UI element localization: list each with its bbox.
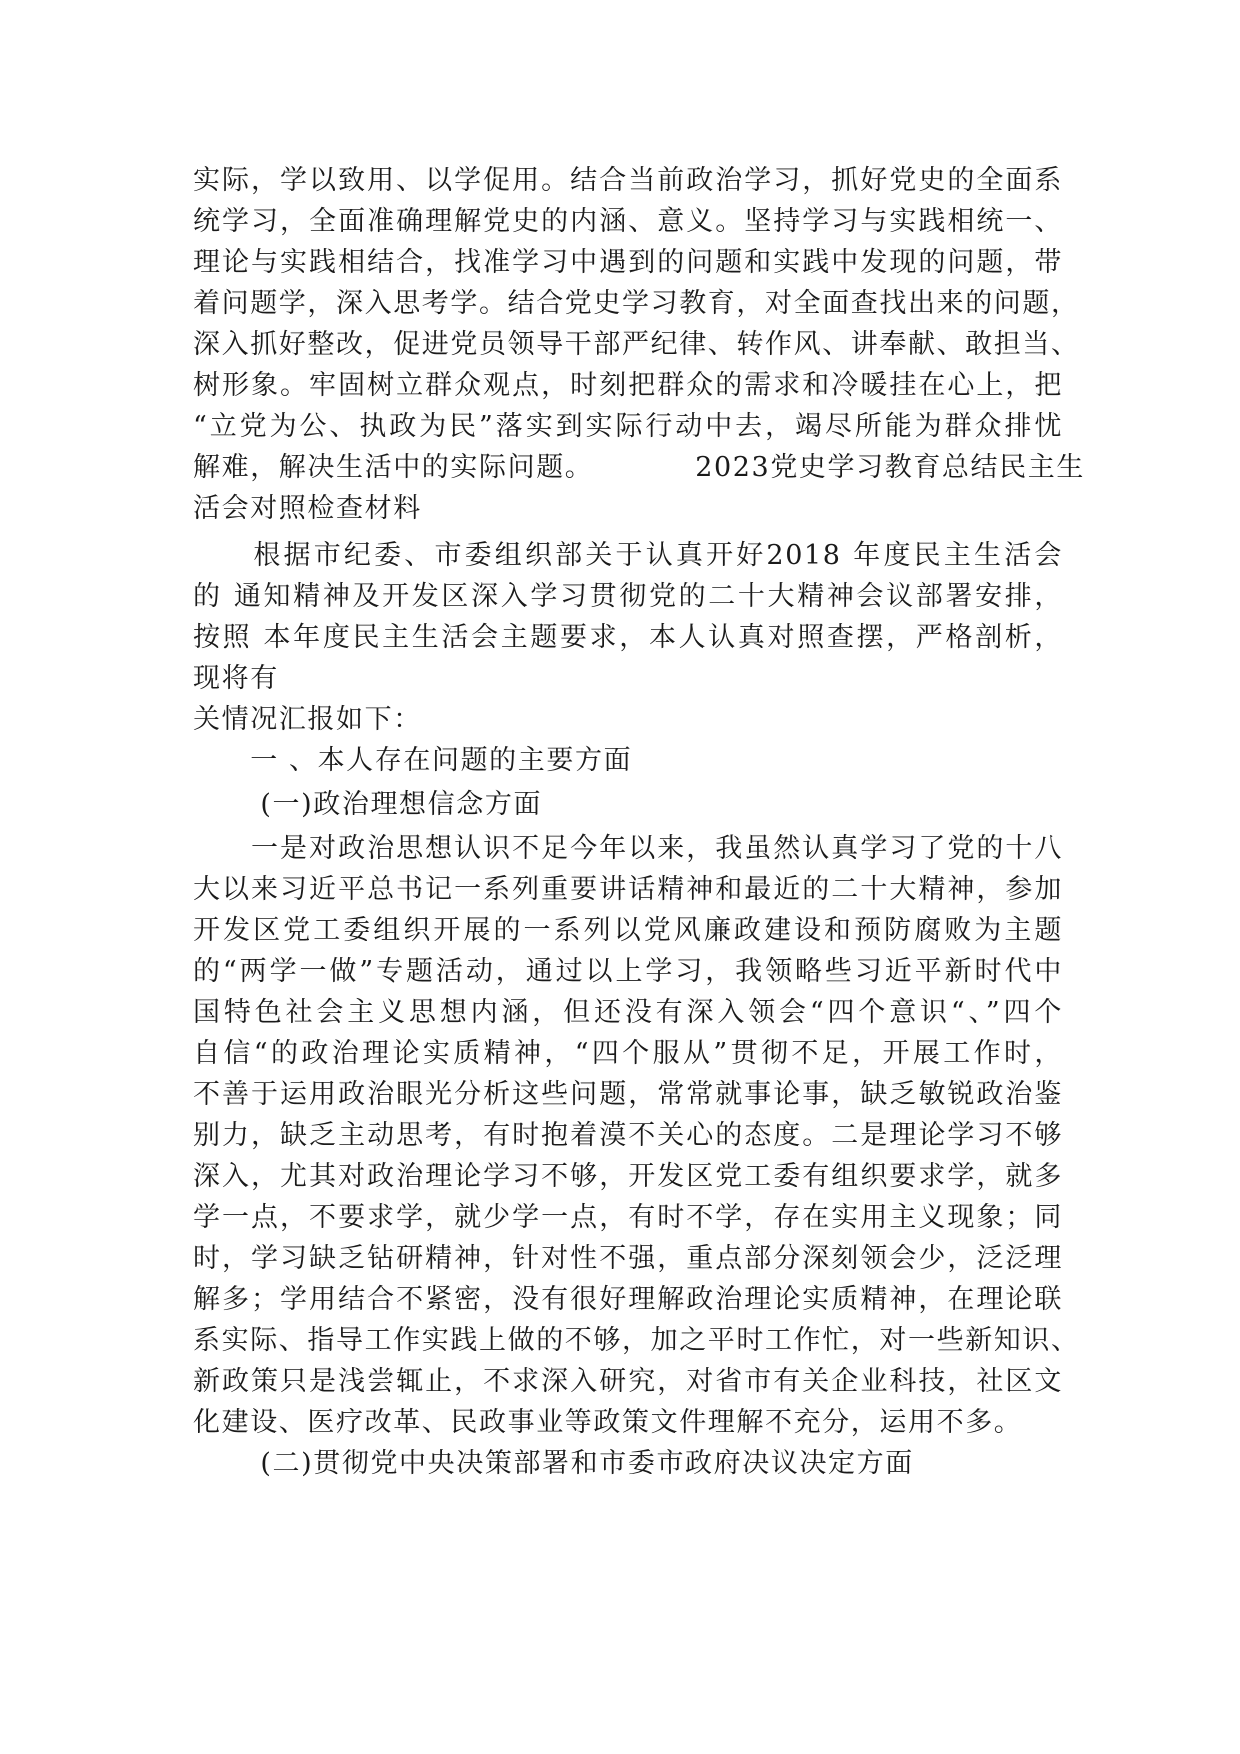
subsection-heading: (一)政治理想信念方面 [193,789,543,820]
text-line: 大以来习近平总书记一系列重要讲话精神和最近的二十大精神，参加 [193,874,1063,905]
text-line: 时，学习缺乏钻研精神，针对性不强，重点部分深刻领会少，泛泛理 [193,1243,1063,1274]
text-line: 别力，缺乏主动思考，有时抱着漠不关心的态度。二是理论学习不够 [193,1120,1063,1151]
text-line: 国特色社会主义思想内涵，但还没有深入领会“四个意识“、”四个 [193,997,1063,1028]
text-line: 解多；学用结合不紧密，没有很好理解政治理论实质精神，在理论联 [193,1284,1063,1315]
text-line: 现将有 [193,663,279,694]
text-line: 开发区党工委组织开展的一系列以党风廉政建设和预防腐败为主题 [193,915,1063,946]
text-line: 深入抓好整改，促进党员领导干部严纪律、转作风、讲奉献、敢担当、 [193,329,1080,360]
text-line: 的 通知精神及开发区深入学习贯彻党的二十大精神会议部署安排， [193,581,1063,612]
text-line: 实际，学以致用、以学促用。结合当前政治学习，抓好党史的全面系 [193,165,1063,196]
text-line: 根据市纪委、市委组织部关于认真开好2018 年度民主生活会 [193,540,1063,571]
text-line: 一是对政治思想认识不足今年以来，我虽然认真学习了党的十八 [193,833,1063,864]
text-line: 按照 本年度民主生活会主题要求，本人认真对照查摆，严格剖析， [193,622,1063,653]
text-line: 解难，解决生活中的实际问题。 2023党史学习教育总结民主生 [193,452,1085,483]
text-line: 学一点，不要求学，就少学一点，有时不学，存在实用主义现象；同 [193,1202,1063,1233]
subsection-heading: (二)贯彻党中央决策部署和市委市政府决议决定方面 [193,1448,914,1479]
text-line: “立党为公、执政为民”落实到实际行动中去，竭尽所能为群众排忧 [193,411,1063,442]
text-line: 着问题学，深入思考学。结合党史学习教育，对全面查找出来的问题， [193,288,1080,319]
text-line: 统学习，全面准确理解党史的内涵、意义。坚持学习与实践相统一、 [193,206,1063,237]
text-line: 不善于运用政治眼光分析这些问题，常常就事论事，缺乏敏锐政治鉴 [193,1079,1063,1110]
text-line: 树形象。牢固树立群众观点，时刻把群众的需求和冷暖挂在心上，把 [193,370,1063,401]
text-line: 化建设、医疗改革、民政事业等政策文件理解不充分，运用不多。 [193,1407,1023,1438]
section-heading: 一 、本人存在问题的主要方面 [193,745,633,776]
document-page [193,160,1085,1484]
text-line: 自信“的政治理论实质精神，“四个服从”贯彻不足，开展工作时， [193,1038,1063,1069]
text-line: 深入，尤其对政治理论学习不够，开发区党工委有组织要求学，就多 [193,1161,1063,1192]
text-line: 系实际、指导工作实践上做的不够，加之平时工作忙，对一些新知识、 [193,1325,1080,1356]
text-line: 新政策只是浅尝辄止，不求深入研究，对省市有关企业科技，社区文 [193,1366,1063,1397]
text-line: 活会对照检查材料 [193,493,422,524]
text-line: 理论与实践相结合，找准学习中遇到的问题和实践中发现的问题，带 [193,247,1063,278]
text-line: 关情况汇报如下： [193,704,422,735]
text-line: 的“两学一做”专题活动，通过以上学习，我领略些习近平新时代中 [193,956,1063,987]
